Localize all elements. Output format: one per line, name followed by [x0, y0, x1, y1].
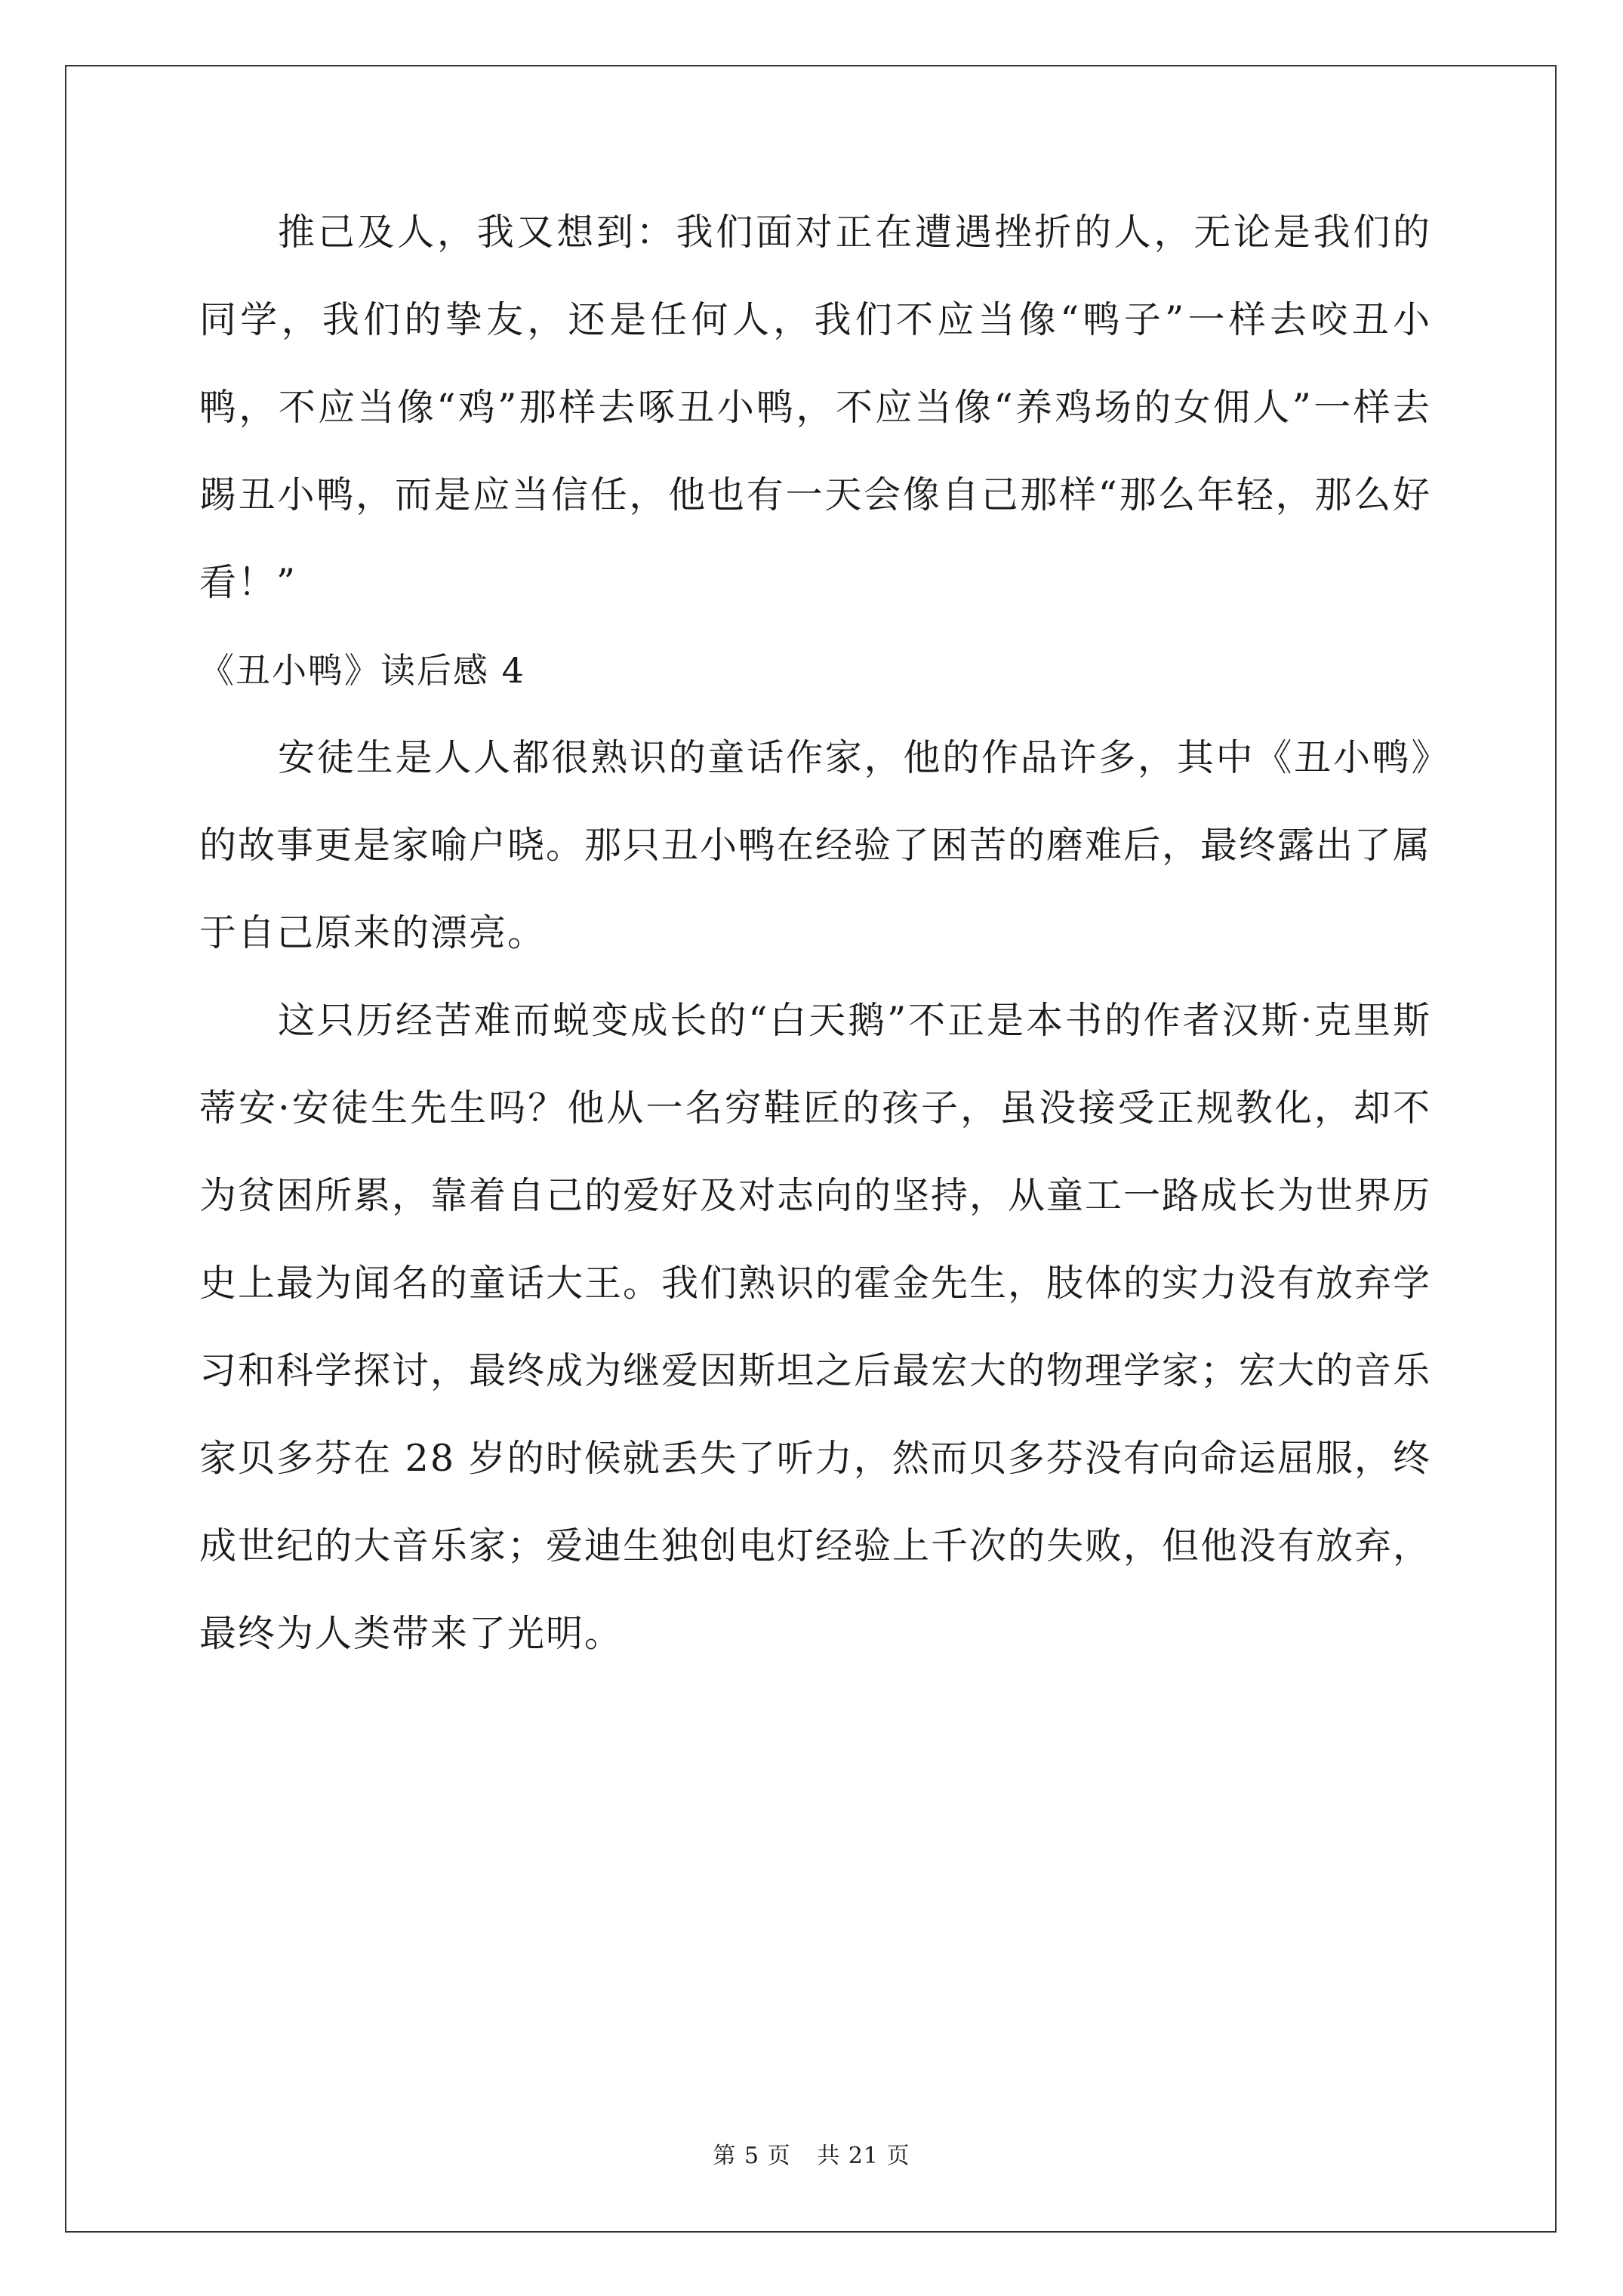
page-number: 第 5 页: [713, 2143, 791, 2169]
paragraph-3: 这只历经苦难而蜕变成长的“白天鹅”不正是本书的作者汉斯·克里斯蒂安·安徒生先生吗？他从一名穷鞋匠的孩子，虽没接受正规教化，却不为贫困所累，靠着自己的爱好及对志向的坚持，从童工一路成长为世界历史上最为闻名的童话大王。我们熟识的霍金先生，肢体的实力没有放弃学习和科学探讨，最终成为继爱因斯坦之后最宏大的物理学家；宏大的音乐家贝多芬在 28 岁的时候就丢失了听力，然而贝多芬没有向命运屈服，终成世纪的大音乐家；爱迪生独创电灯经验上千次的失败，但他没有放弃，最终为人类带来了光明。: [199, 999, 1432, 1655]
page-footer: [0, 2137, 1623, 2170]
document-body: [199, 189, 1431, 1678]
section-heading: 《丑小鸭》读后感 4: [199, 650, 525, 691]
page-total: 共 21 页: [817, 2143, 910, 2169]
paragraph-1: 推己及人，我又想到：我们面对正在遭遇挫折的人，无论是我们的同学，我们的挚友，还是任何人，我们不应当像“鸭子”一样去咬丑小鸭，不应当像“鸡”那样去啄丑小鸭，不应当像“养鸡场的女佣人”一样去踢丑小鸭，而是应当信任，他也有一天会像自己那样“那么年轻，那么好看！”: [199, 211, 1431, 604]
paragraph-2: 安徒生是人人都很熟识的童话作家，他的作品许多，其中《丑小鸭》的故事更是家喻户晓。那只丑小鸭在经验了困苦的磨难后，最终露出了属于自己原来的漂亮。: [199, 736, 1432, 954]
